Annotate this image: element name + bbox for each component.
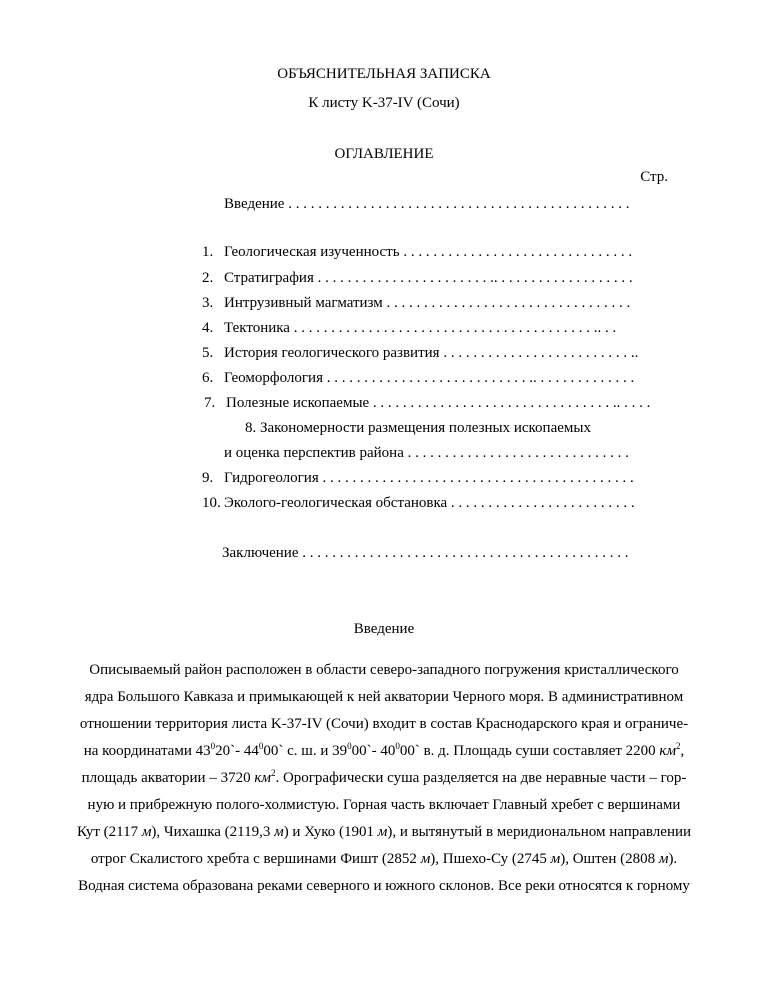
body-line-7: Кут (2117 м), Чихашка (2119,3 м) и Хуко (1901 м), и вытянутый в меридиональном направлении	[76, 824, 692, 840]
toc-item-7-num: 7.	[204, 395, 216, 411]
toc-item-6: Геоморфология . . . . . . . . . . . . . . . . . . . . . . . . . . . .. . . . . . . . . . . . . .	[224, 370, 635, 386]
toc-item-7: Полезные ископаемые . . . . . . . . . . . . . . . . . . . . . . . . . . . . . . . . .. . . . .	[226, 395, 651, 411]
document-title: ОБЪЯСНИТЕЛЬНАЯ ЗАПИСКА	[277, 66, 491, 82]
toc-item-9: Гидрогеология . . . . . . . . . . . . . . . . . . . . . . . . . . . . . . . . . . . . . . . . . .	[224, 470, 634, 486]
document-subtitle: К листу K-37-IV (Сочи)	[308, 95, 460, 111]
toc-heading: ОГЛАВЛЕНИЕ	[334, 146, 434, 162]
toc-item-5: История геологического развития . . . . . . . . . . . . . . . . . . . . . . . . . ..	[224, 345, 639, 361]
body-line-9: Водная система образована реками северного и южного склонов. Все реки относятся к горному	[78, 878, 690, 894]
toc-item-4-num: 4.	[202, 320, 214, 336]
body-line-5: площадь акватории – 3720 $км^2$. Орографически суша разделяется на две неравные части – гор-	[81, 768, 687, 786]
section-heading: Введение	[353, 621, 415, 637]
toc-item-10: Эколого-геологическая обстановка . . . . . . . . . . . . . . . . . . . . . . . . .	[224, 495, 635, 511]
toc-item-8-line1: 8. Закономерности размещения полезных ископаемых	[245, 420, 591, 436]
body-line-8: отрог Скалистого хребта с вершинами Фишт (2852 м), Пшехо-Су (2745 м), Оштен (2808 м).	[90, 851, 678, 867]
toc-item-1-num: 1.	[202, 244, 214, 260]
toc-item-2-num: 2.	[202, 270, 214, 286]
body-line-2: ядра Большого Кавказа и примыкающей к ней акватории Черного моря. В административном	[84, 689, 684, 705]
toc-item-2: Стратиграфия . . . . . . . . . . . . . . . . . . . . . . . .. . . . . . . . . . . . . . . . . . .	[224, 270, 633, 286]
toc-item-9-num: 9.	[202, 470, 214, 486]
toc-item-3-num: 3.	[202, 295, 214, 311]
toc-item-8-line2: и оценка перспектив района . . . . . . . . . . . . . . . . . . . . . . . . . . . . . .	[224, 445, 629, 461]
toc-conclusion: Заключение . . . . . . . . . . . . . . . . . . . . . . . . . . . . . . . . . . . . . . . . . . . .	[222, 545, 629, 561]
toc-item-3: Интрузивный магматизм . . . . . . . . . . . . . . . . . . . . . . . . . . . . . . . . .	[224, 295, 631, 311]
body-line-3: отношении территория листа K-37-IV (Сочи) входит в состав Краснодарского края и ограниче-	[79, 716, 689, 732]
toc-intro: Введение . . . . . . . . . . . . . . . . . . . . . . . . . . . . . . . . . . . . . . . . . . . . . .	[224, 196, 630, 212]
toc-item-10-num: 10.	[202, 495, 221, 511]
body-line-1: Описываемый район расположен в области северо-западного погружения кристаллического	[89, 662, 679, 678]
toc-page-label: Стр.	[640, 169, 668, 185]
toc-item-5-num: 5.	[202, 345, 214, 361]
body-line-4: на координатами $43^020`-$ $44^000`$ с. ш. и $39^000`-$ $40^000`$ в. д. Площадь суши составляет 2200 $км^2$,	[83, 741, 685, 759]
toc-item-6-num: 6.	[202, 370, 214, 386]
toc-item-4: Тектоника . . . . . . . . . . . . . . . . . . . . . . . . . . . . . . . . . . . . . . . . .. . .	[224, 320, 617, 336]
toc-item-1: Геологическая изученность . . . . . . . . . . . . . . . . . . . . . . . . . . . . . . .	[224, 244, 633, 260]
body-line-6: ную и прибрежную полого-холмистую. Горная часть включает Главный хребет с вершинами	[87, 797, 681, 813]
